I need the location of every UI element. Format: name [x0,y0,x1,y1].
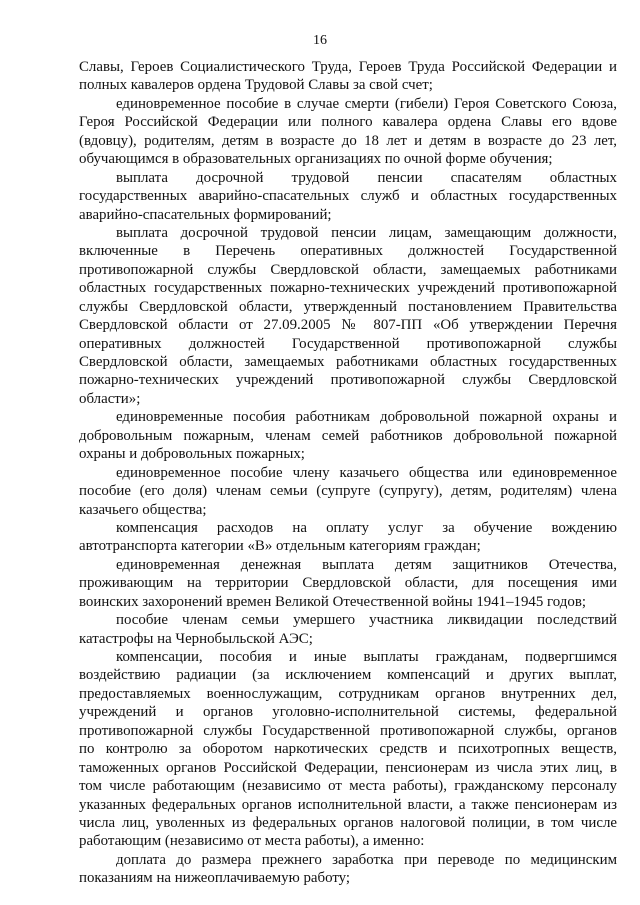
document-body [79,58,617,888]
text-line: полных кавалеров ордена Трудовой Славы за свой счет; [79,77,433,94]
text-line: Свердловской области, замещаемых работниками областных государственных [79,354,617,370]
text-line: том числе работающим (независимо от места работы), гражданскому персоналу [79,778,617,795]
text-line: показаниям на нижеоплачиваемую работу; [79,870,351,887]
text-line: компенсация расходов на оплату услуг за обучение вождению [116,519,617,536]
text-line: Героя Российской Федерации или полного кавалера ордена Славы его вдове [79,114,617,131]
text-line: областных государственных пожарно-технических учреждений противопожарной [79,280,617,297]
text-line: единовременные пособия работникам добровольной пожарной охраны и [116,409,617,426]
text-line: компенсации, пособия и иные выплаты гражданам, подвергшимся [116,649,617,665]
text-line: воздействию радиации (за исключением компенсаций и других выплат, [79,667,617,684]
text-line: единовременное пособие члену казачьего общества или единовременное [116,464,617,481]
text-line: Свердловской области от 27.09.2005 № 807-ПП «Об утверждении Перечня [79,317,617,334]
text-line: включенные в Перечень оперативных должностей Государственной [79,243,617,260]
text-line: охраны и добровольных пожарных; [79,446,305,463]
page-number: 16 [313,33,327,48]
text-line: выплата досрочной трудовой пенсии спасателям областных [116,169,617,186]
text-line: учреждений и органов уголовно-исполнительной системы, федеральной [79,704,617,721]
text-line: обучающимся в образовательных организациях по очной форме обучения; [79,151,553,168]
text-line: таможенных органов Российской Федерации, пенсионерам из числа этих лиц, в [79,759,617,776]
text-line: работающим (независимо от места работы), а именно: [79,833,425,850]
text-line: доплата до размера прежнего заработка при переводе по медицинским [116,851,617,868]
text-line: аварийно-спасательных формирований; [79,206,332,223]
text-line: единовременная денежная выплата детям защитников Отечества, [116,556,617,573]
text-line: по контролю за оборотом наркотических средств и психотропных веществ, [79,741,617,758]
text-line: противопожарной службы Свердловской области, замещаемых работниками [79,261,617,278]
text-line: пособие членам семьи умершего участника ликвидации последствий [116,612,617,629]
text-line: государственных аварийно-спасательных служб и областных государственных [79,188,617,205]
text-line: Славы, Героев Социалистического Труда, Героев Труда Российской Федерации и [79,59,617,75]
text-line: числа лиц, уволенных из федеральных органов налоговой полиции, в том числе [79,814,617,831]
text-line: (вдовцу), родителям, детям в возрасте до 18 лет и детям в возрасте до 23 лет, [79,132,617,149]
text-line: автотранспорта категории «В» отдельным категориям граждан; [79,538,481,555]
text-line: казачьего общества; [79,501,207,518]
text-line: пожарно-технических учреждений противопожарной службы Свердловской [79,372,617,389]
text-line: пособие (его доля) членам семьи (супруге (супругу), детям, родителям) члена [79,483,617,500]
text-line: области»; [79,390,141,407]
text-line: проживающим на территории Свердловской области, для посещения ими [79,575,617,592]
text-line: единовременное пособие в случае смерти (гибели) Героя Советского Союза, [116,95,617,112]
text-line: добровольным пожарным, членам семей работников добровольной пожарной [79,427,617,444]
text-line: службы Свердловской области, утвержденный постановлением Правительства [79,298,617,315]
text-line: оперативных должностей Государственной противопожарной службы [79,335,617,352]
text-line: выплата досрочной трудовой пенсии лицам, замещающим должности, [116,224,617,241]
text-line: воинских захоронений времен Великой Отечественной войны 1941–1945 годов; [79,593,586,610]
text-line: указанных федеральных органов исполнительной власти, а также пенсионерам из [79,796,617,813]
text-line: предоставляемых военнослужащим, сотрудникам органов внутренних дел, [79,685,617,702]
text-line: катастрофы на Чернобыльской АЭС; [79,630,313,647]
text-line: противопожарной службы Государственной противопожарной службы, органов [79,722,617,739]
